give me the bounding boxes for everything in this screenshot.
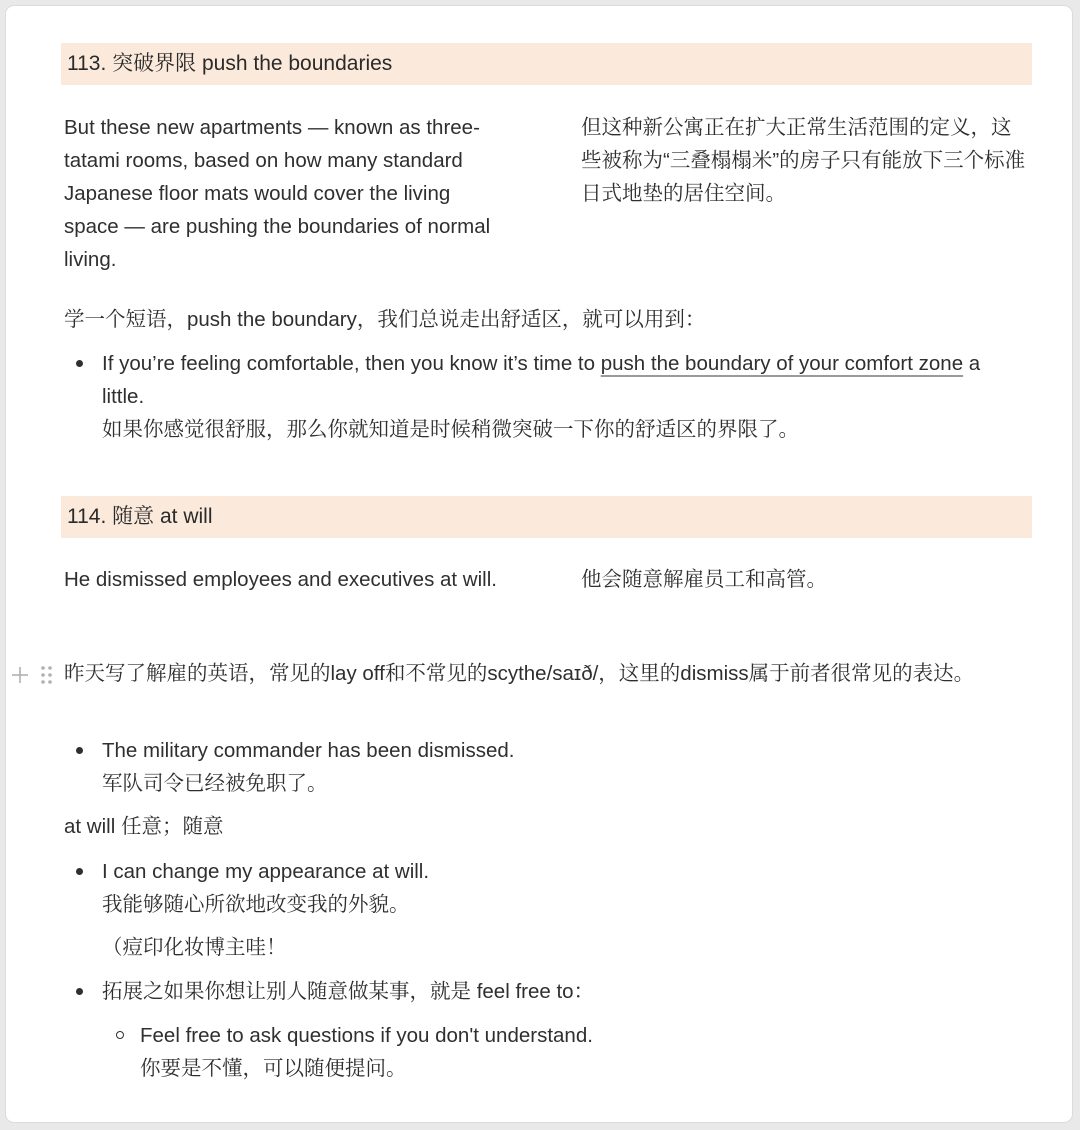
list-item <box>102 347 1022 446</box>
bullet-icon <box>76 747 83 754</box>
section-heading-114 <box>61 496 1032 538</box>
note-113: 学一个短语，push the boundary，我们总说走出舒适区，就可以用到： <box>64 308 706 331</box>
example-translation: 我能够随心所欲地改变我的外貌。 <box>102 893 410 916</box>
bullet-icon <box>76 360 83 367</box>
example-translation: 你要是不懂，可以随便提问。 <box>140 1057 407 1080</box>
drag-handle-icon[interactable] <box>40 663 54 687</box>
section-heading-113 <box>61 43 1032 85</box>
list-item <box>102 734 1002 800</box>
english-sentence-114: He dismissed employees and executives at will. <box>64 568 497 591</box>
example-translation: 军队司令已经被免职了。 <box>102 772 328 795</box>
hollow-bullet-icon <box>116 1031 124 1039</box>
heading-text: 113. 突破界限 push the boundaries <box>67 52 393 75</box>
heading-text: 114. 随意 at will <box>67 505 213 528</box>
aside-note: （痘印化妆博主哇！ <box>102 936 287 959</box>
note-114: 昨天写了解雇的英语，常见的lay off和不常见的scythe/saɪð/，这里的dismiss属于前者很常见的表达。 <box>64 662 975 685</box>
example-translation: 如果你感觉很舒服，那么你就知道是时候稍微突破一下你的舒适区的界限了。 <box>102 418 799 441</box>
example-sentence: If you’re feeling comfortable, then you know it’s time to push the boundary of your comfort zone a little. <box>102 352 981 408</box>
example-sentence: Feel free to ask questions if you don't understand. <box>140 1024 593 1047</box>
definition: at will 任意；随意 <box>64 815 224 838</box>
chinese-translation-113: 但这种新公寓正在扩大正常生活范围的定义，这些被称为“三叠榻榻米”的房子只有能放下三个标准日式地垫的居住空间。 <box>581 116 1026 205</box>
nested-list-item <box>140 1019 1000 1085</box>
list-item <box>102 855 1002 921</box>
list-item <box>102 975 1002 1008</box>
chinese-translation-114: 他会随意解雇员工和高管。 <box>581 568 827 591</box>
document-page <box>6 6 1072 1122</box>
extension-text: 拓展之如果你想让别人随意做某事，就是 feel free to： <box>102 980 595 1003</box>
english-sentence-113: But these new apartments — known as three-tatami rooms, based on how many standard Japanese floor mats would cover the living space — are pushing the boundaries of normal living. <box>64 116 491 271</box>
bullet-icon <box>76 988 83 995</box>
underlined-phrase: push the boundary of your comfort zone <box>600 352 964 375</box>
example-sentence: The military commander has been dismissed. <box>102 739 515 762</box>
block-handle <box>10 663 58 687</box>
example-sentence: I can change my appearance at will. <box>102 860 430 883</box>
bullet-icon <box>76 868 83 875</box>
